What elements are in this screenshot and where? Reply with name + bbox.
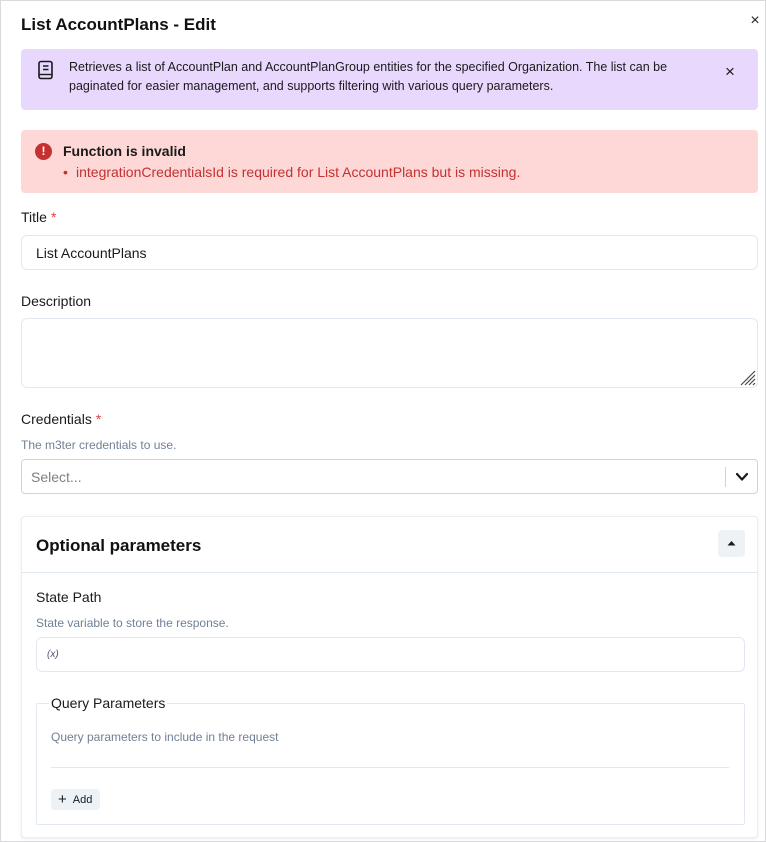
credentials-helper: The m3ter credentials to use. xyxy=(21,438,177,452)
page-title: List AccountPlans - Edit xyxy=(21,15,216,34)
credentials-required-marker: * xyxy=(95,411,102,427)
state-path-label: State Path xyxy=(36,589,102,605)
book-icon xyxy=(37,60,55,80)
credentials-label xyxy=(21,411,101,427)
add-button-label: Add xyxy=(72,793,93,806)
collapse-button[interactable] xyxy=(718,530,745,557)
chevron-down-icon[interactable] xyxy=(734,470,750,484)
add-query-parameter-button[interactable] xyxy=(51,789,100,810)
title-label-text: Title xyxy=(21,209,47,225)
query-parameters-legend: Query Parameters xyxy=(51,695,166,711)
error-banner xyxy=(21,130,758,193)
title-required-marker: * xyxy=(50,209,57,225)
optional-parameters-title: Optional parameters xyxy=(36,536,202,555)
state-path-helper: State variable to store the response. xyxy=(36,616,229,630)
query-parameters-helper: Query parameters to include in the request xyxy=(51,730,279,744)
title-label xyxy=(21,209,56,225)
variable-icon: (x) xyxy=(47,649,59,660)
credentials-select-placeholder: Select... xyxy=(31,469,82,485)
description-textarea[interactable] xyxy=(21,318,758,388)
info-banner xyxy=(21,49,758,110)
error-icon: ! xyxy=(35,143,52,160)
chevron-up-icon xyxy=(727,540,736,546)
card-header-divider xyxy=(22,572,757,573)
close-icon[interactable]: × xyxy=(750,12,760,29)
resize-grip-icon[interactable] xyxy=(738,368,756,386)
error-message xyxy=(63,164,520,180)
description-label: Description xyxy=(21,293,92,309)
query-parameters-fieldset xyxy=(36,695,745,825)
query-parameters-divider xyxy=(51,767,729,768)
info-banner-text: Retrieves a list of AccountPlan and AccountPlanGroup entities for the specified Organization. The list can be paginated for easier management, and supports filtering with various query parameters. xyxy=(69,60,668,93)
credentials-label-text: Credentials xyxy=(21,411,92,427)
info-banner-close-icon[interactable]: × xyxy=(725,62,735,81)
plus-icon: + xyxy=(58,791,67,808)
error-bullet: • xyxy=(63,164,68,180)
optional-parameters-card xyxy=(21,516,758,838)
error-title: Function is invalid xyxy=(63,143,186,159)
state-path-input[interactable] xyxy=(36,637,745,672)
credentials-select[interactable] xyxy=(21,459,758,494)
select-divider xyxy=(725,467,726,487)
error-message-text: integrationCredentialsId is required for List AccountPlans but is missing. xyxy=(76,164,521,180)
title-input[interactable]: List AccountPlans xyxy=(21,235,758,270)
